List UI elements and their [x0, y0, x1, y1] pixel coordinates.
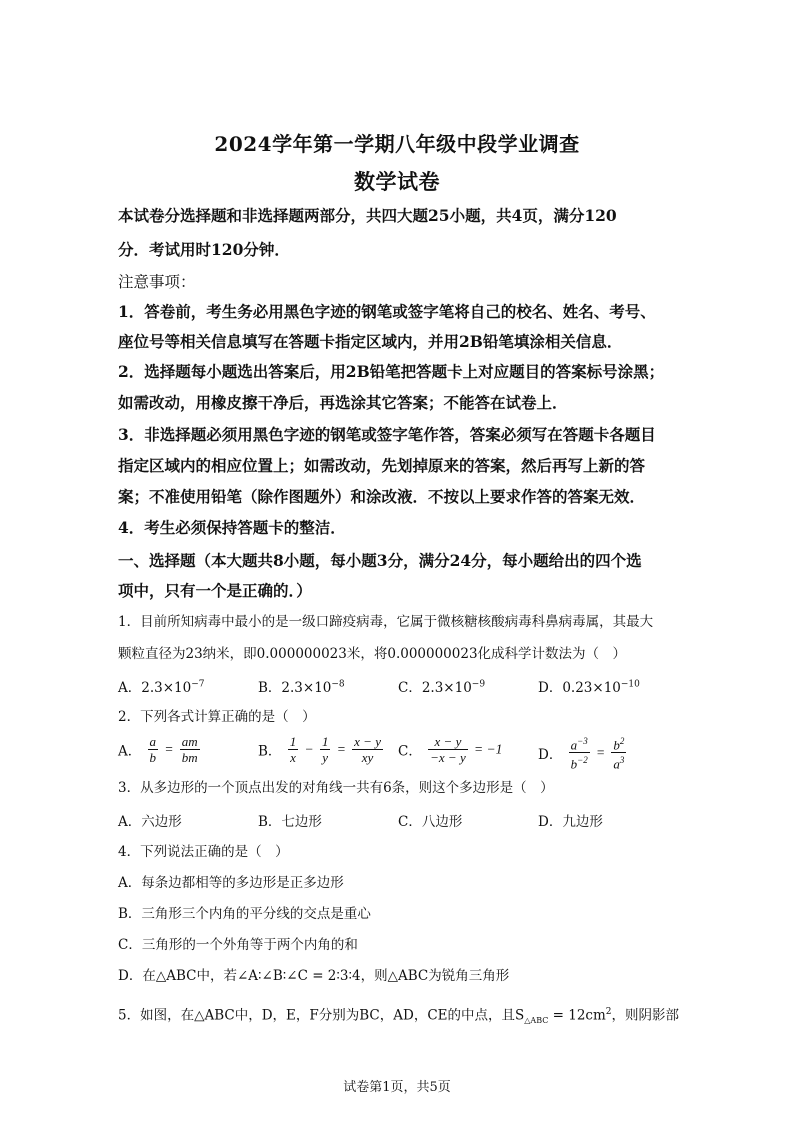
- q2-option-b: B． $\frac{1}{x}$ − $\frac{1}{y}$ = $\frac{x - y}{xy}$: [258, 734, 381, 765]
- q2-option-c: C． $\frac{x - y}{-x - y}$ = −1: [398, 734, 503, 765]
- exam-title: 2024学年第一学期八年级中段学业调查: [214, 132, 580, 156]
- notice-3c: 案；不准使用铅笔（除作图题外）和涂改液．不按以上要求作答的答案无效．: [118, 487, 646, 506]
- section1-head-2: 项中，只有一个是正确的．）: [118, 581, 312, 600]
- q4-option-c: C．三角形的一个外角等于两个内角的和: [118, 937, 358, 953]
- q2-option-a: A． $\frac{a}{b}$ = $\frac{am}{bm}$: [118, 734, 198, 765]
- q1-stem-line-2: 颗粒直径为23纳米，即0.000000023米，将0.000000023化成科学计数法为（ ）: [118, 646, 627, 662]
- q1-option-b: B．$2.3\times 10^{-8}$: [258, 679, 345, 696]
- q3-option-c: C．八边形: [398, 814, 463, 830]
- q4-option-b: B．三角形三个内角的平分线的交点是重心: [118, 906, 371, 922]
- q1-option-a: A．$2.3\times 10^{-7}$: [118, 679, 205, 696]
- q4-option-d: D．在△ABC中，若∠A∶∠B∶∠C = 2∶3∶4，则△ABC为锐角三角形: [118, 968, 510, 984]
- q1-option-c: C．$2.3\times 10^{-9}$: [398, 679, 486, 696]
- q5-stem-line-1: 5．如图，在△ABC中，D，E，F分别为BC，AD，CE的中点，且$S_{\triangle ABC} = 12cm^2$，则阴影部: [118, 1007, 680, 1026]
- q2-stem: 2．下列各式计算正确的是（ ）: [118, 709, 316, 725]
- q4-option-a: A．每条边都相等的多边形是正多边形: [118, 875, 344, 891]
- intro-line-1: 本试卷分选择题和非选择题两部分，共四大题25小题，共4页，满分120: [118, 206, 617, 225]
- notice-title: 注意事项：: [118, 273, 196, 291]
- q2-option-d: D． $\frac{a^{-3}}{b^{-2}}$ = $\frac{b^2}{a^3}$: [538, 736, 625, 772]
- intro-line-2: 分．考试用时120分钟．: [118, 240, 290, 259]
- notice-1b: 座位号等相关信息填写在答题卡指定区域内，并用2B铅笔填涂相关信息．: [118, 332, 623, 351]
- section1-head-1: 一、选择题（本大题共8小题，每小题3分，满分24分，每小题给出的四个选: [118, 551, 642, 570]
- exam-subtitle: 数学试卷: [354, 169, 440, 194]
- q1-option-d: D．$0.23\times 10^{-10}$: [538, 679, 640, 696]
- notice-2b: 如需改动，用橡皮擦干净后，再选涂其它答案；不能答在试卷上．: [118, 393, 568, 412]
- q1-stem-line-1: 1．目前所知病毒中最小的是一级口蹄疫病毒，它属于微核糖核酸病毒科鼻病毒属，其最大: [118, 614, 654, 630]
- q3-stem: 3．从多边形的一个顶点出发的对角线一共有6条，则这个多边形是（ ）: [118, 780, 554, 796]
- q4-stem: 4．下列说法正确的是（ ）: [118, 844, 289, 860]
- notice-4: 4．考生必须保持答题卡的整洁．: [118, 518, 346, 537]
- q3-option-d: D．九边形: [538, 814, 603, 830]
- page-footer: 试卷第1页，共5页: [343, 1080, 451, 1095]
- notice-3b: 指定区域内的相应位置上；如需改动，先划掉原来的答案，然后再写上新的答: [118, 456, 646, 475]
- q3-option-b: B．七边形: [258, 814, 322, 830]
- notice-2a: 2．选择题每小题选出答案后，用2B铅笔把答题卡上对应题目的答案标号涂黑；: [118, 362, 665, 381]
- notice-3a: 3．非选择题必须用黑色字迹的钢笔或签字笔作答，答案必须写在答题卡各题目: [118, 425, 656, 444]
- notice-1a: 1．答卷前，考生务必用黑色字迹的钢笔或签字笔将自己的校名、姓名、考号、: [118, 302, 656, 321]
- q3-option-a: A．六边形: [118, 814, 182, 830]
